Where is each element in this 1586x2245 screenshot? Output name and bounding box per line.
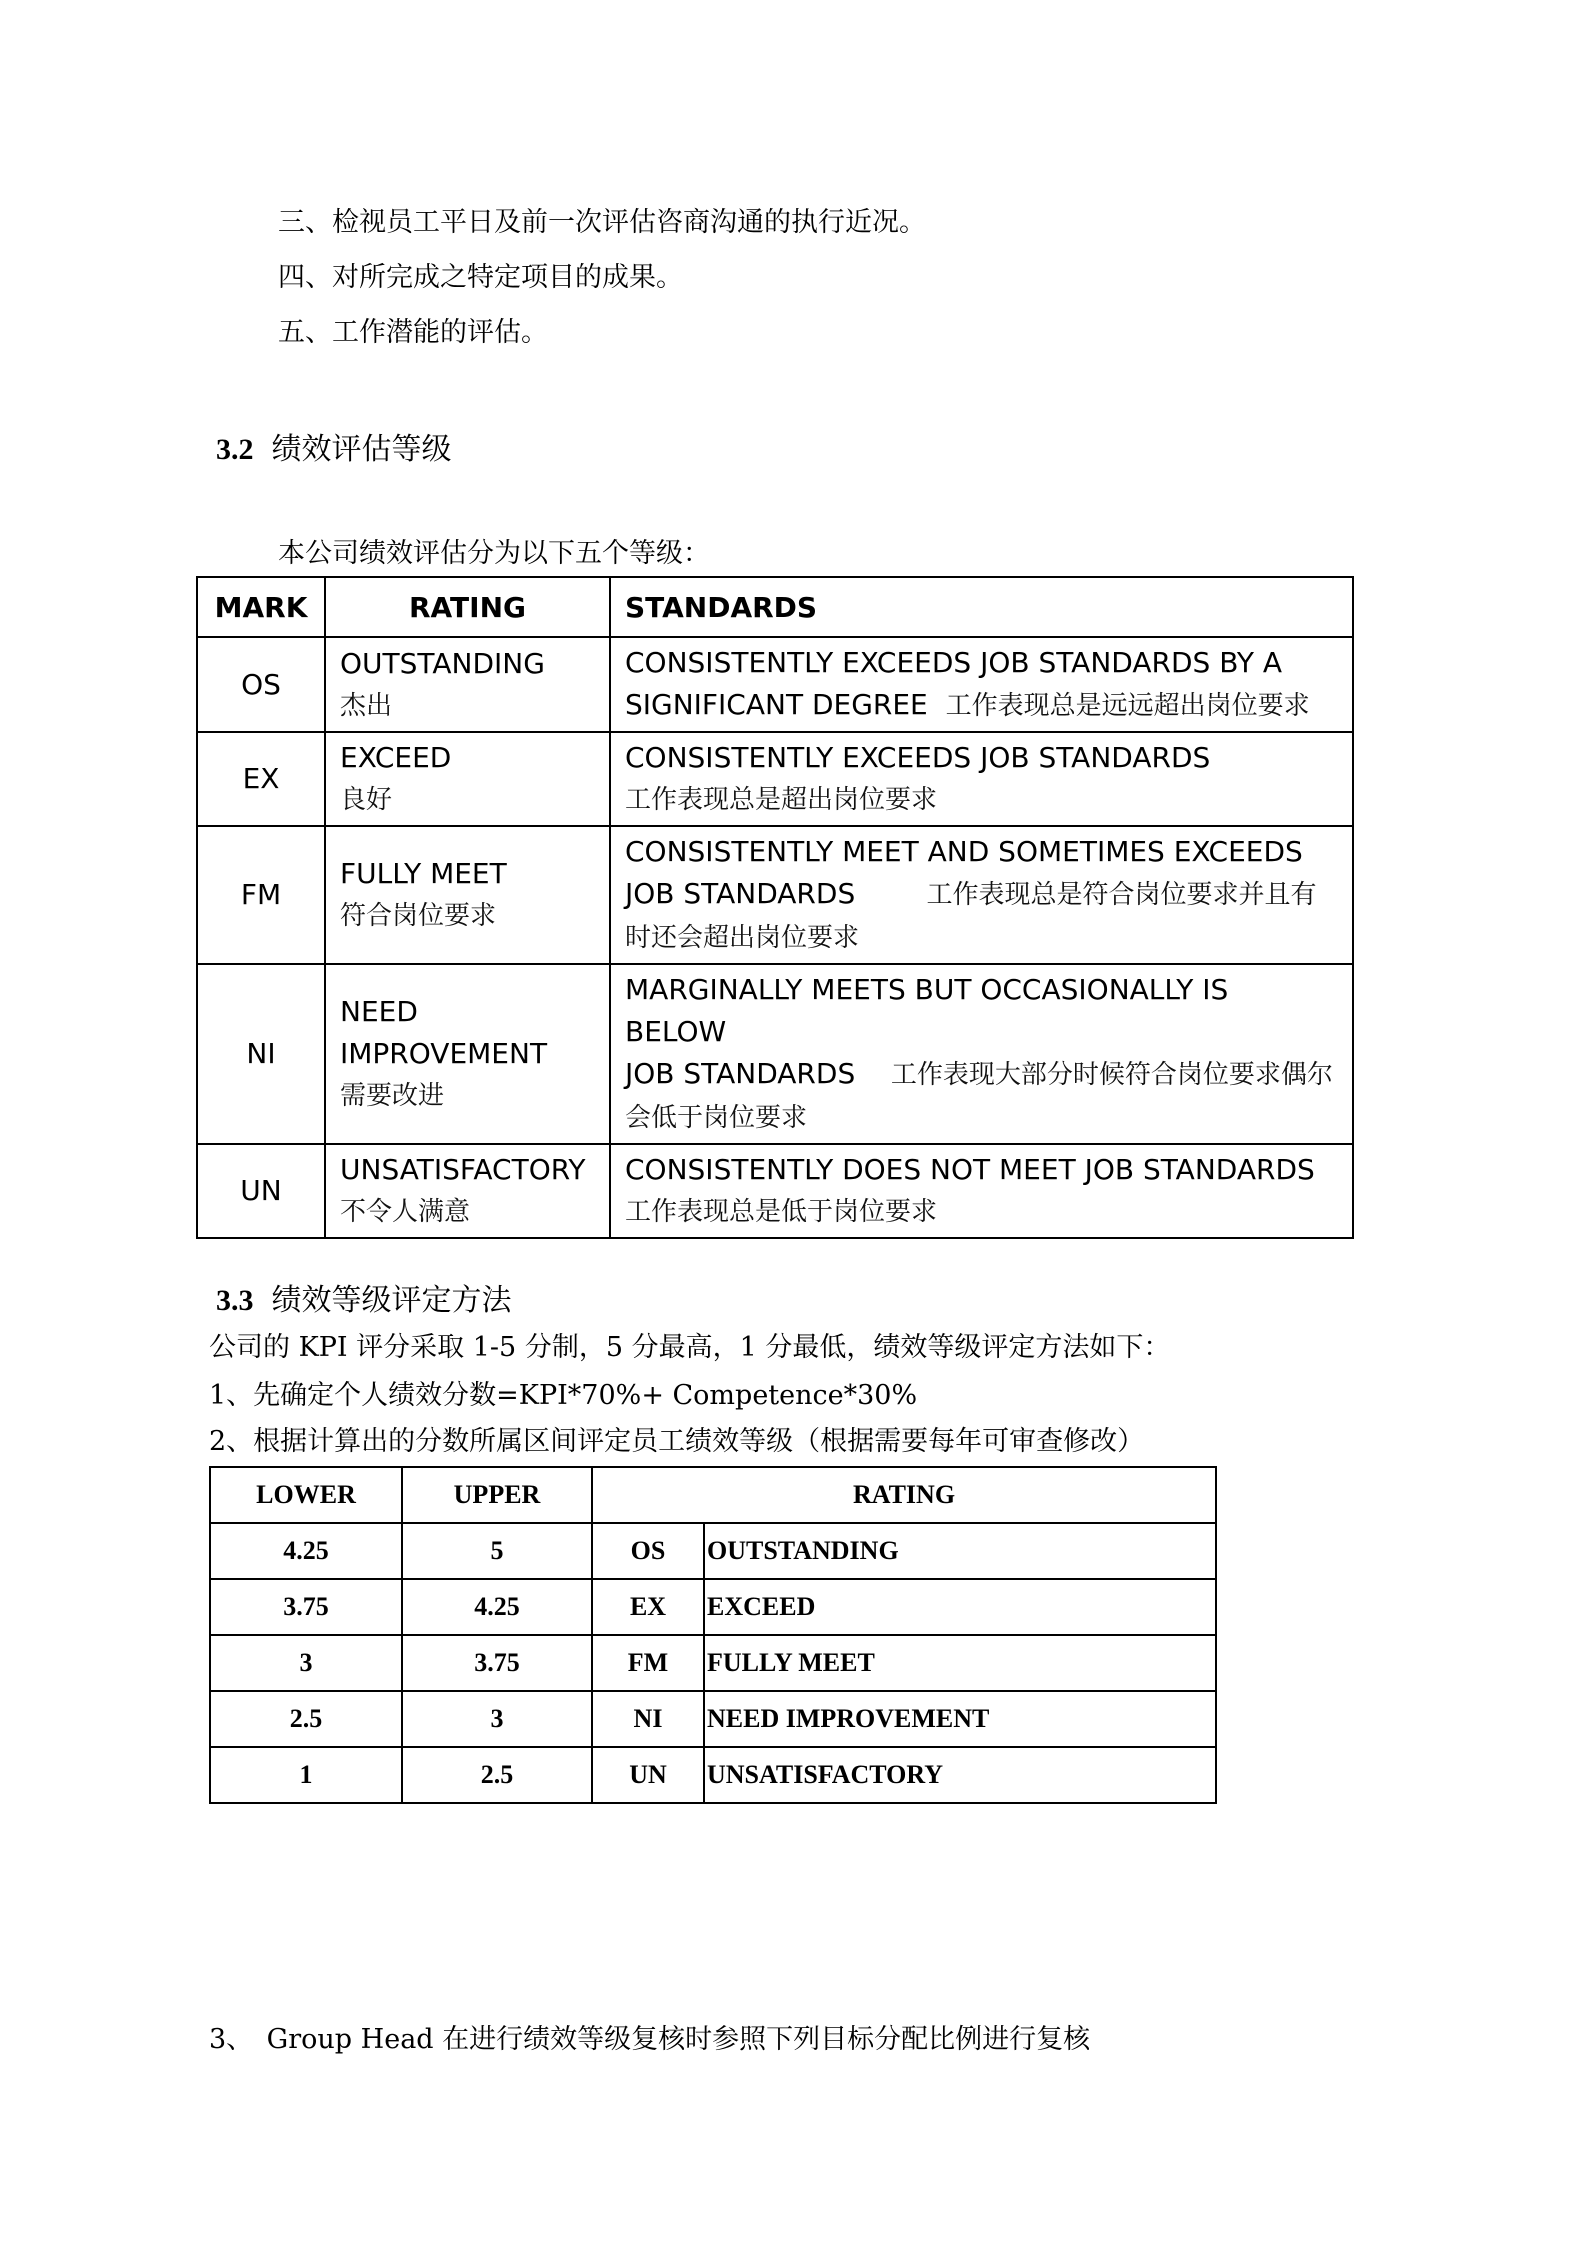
upper-cell: 5 xyxy=(402,1523,592,1579)
standards-en: CONSISTENTLY MEET AND SOMETIMES EXCEEDS xyxy=(625,835,1303,868)
rating-code-cell: NI xyxy=(592,1691,704,1747)
rating-cell xyxy=(325,1144,610,1238)
lower-cell: 1 xyxy=(210,1747,402,1803)
header-upper: UPPER xyxy=(402,1467,592,1523)
table-row xyxy=(197,637,1353,732)
score-range-table xyxy=(209,1466,1217,1804)
rating-cell xyxy=(325,964,610,1144)
list-item-4: 四、对所完成之特定项目的成果。 xyxy=(278,262,683,293)
standards-en: SIGNIFICANT DEGREE xyxy=(625,688,928,721)
standards-cell xyxy=(610,732,1353,826)
table-row xyxy=(210,1747,1216,1803)
upper-cell: 3.75 xyxy=(402,1635,592,1691)
standards-cell xyxy=(610,637,1353,732)
rating-zh: 符合岗位要求 xyxy=(340,901,497,931)
standards-en: JOB STANDARDS xyxy=(625,877,856,910)
rating-en: OUTSTANDING xyxy=(340,646,545,680)
standards-en: JOB STANDARDS xyxy=(625,1057,856,1090)
standards-zh: 工作表现总是超出岗位要求 xyxy=(625,785,938,815)
header-mark: MARK xyxy=(197,577,325,637)
standards-en: CONSISTENTLY DOES NOT MEET JOB STANDARDS xyxy=(625,1153,1315,1186)
rating-en: FULLY MEET xyxy=(340,857,507,890)
table-row xyxy=(197,826,1353,964)
table-row xyxy=(210,1691,1216,1747)
rating-zh: 良好 xyxy=(340,785,393,815)
mark-cell: EX xyxy=(197,732,325,826)
rating-zh: 不令人满意 xyxy=(340,1197,471,1227)
rating-cell xyxy=(325,637,610,732)
table-header-row xyxy=(197,577,1353,637)
rating-code-cell: FM xyxy=(592,1635,704,1691)
section-3-3-line2: 1、先确定个人绩效分数=KPI*70%+ Competence*30% xyxy=(209,1380,918,1411)
table-row xyxy=(210,1523,1216,1579)
section-3-2-heading xyxy=(216,424,452,468)
rating-en: EXCEED xyxy=(340,741,452,774)
mark-cell: NI xyxy=(197,964,325,1144)
mark-cell: UN xyxy=(197,1144,325,1238)
lower-cell: 3 xyxy=(210,1635,402,1691)
lower-cell: 4.25 xyxy=(210,1523,402,1579)
rating-zh: 需要改进 xyxy=(340,1081,445,1111)
table-header-row xyxy=(210,1467,1216,1523)
standards-en: CONSISTENTLY EXCEEDS JOB STANDARDS BY A xyxy=(625,646,1283,679)
rating-en: UNSATISFACTORY xyxy=(340,1153,586,1186)
header-rating: RATING xyxy=(592,1467,1216,1523)
lower-cell: 2.5 xyxy=(210,1691,402,1747)
section-3-3-heading xyxy=(216,1275,512,1319)
standards-cell xyxy=(610,964,1353,1144)
standards-en: CONSISTENTLY EXCEEDS JOB STANDARDS xyxy=(625,741,1211,774)
section-number: 3.3 xyxy=(216,1284,254,1317)
list-item-3: 三、检视员工平日及前一次评估咨商沟通的执行近况。 xyxy=(278,207,926,238)
rating-code-cell: UN xyxy=(592,1747,704,1803)
table-row xyxy=(197,732,1353,826)
upper-cell: 2.5 xyxy=(402,1747,592,1803)
upper-cell: 3 xyxy=(402,1691,592,1747)
section-3-3-line1: 公司的 KPI 评分采取 1-5 分制，5 分最高，1 分最低，绩效等级评定方法如下： xyxy=(209,1332,1171,1363)
header-rating: RATING xyxy=(325,577,610,637)
section-number: 3.2 xyxy=(216,433,254,466)
table-row xyxy=(210,1635,1216,1691)
rating-code-cell: OS xyxy=(592,1523,704,1579)
standards-zh: 工作表现总是符合岗位要求并且有时还会超出岗位要求 xyxy=(625,880,1317,953)
upper-cell: 4.25 xyxy=(402,1579,592,1635)
standards-cell xyxy=(610,1144,1353,1238)
section-3-3-line3: 2、根据计算出的分数所属区间评定员工绩效等级（根据需要每年可审查修改） xyxy=(209,1426,1145,1457)
section-title: 绩效等级评定方法 xyxy=(271,1283,512,1318)
header-lower: LOWER xyxy=(210,1467,402,1523)
standards-cell xyxy=(610,826,1353,964)
rating-name-cell: NEED IMPROVEMENT xyxy=(704,1691,1216,1747)
section-title: 绩效评估等级 xyxy=(271,432,452,467)
rating-cell xyxy=(325,732,610,826)
list-item-5: 五、工作潜能的评估。 xyxy=(278,317,548,348)
rating-en: NEED IMPROVEMENT xyxy=(340,995,548,1070)
rating-name-cell: OUTSTANDING xyxy=(704,1523,1216,1579)
standards-en: MARGINALLY MEETS BUT OCCASIONALLY IS BELOW xyxy=(625,973,1229,1048)
rating-zh: 杰出 xyxy=(340,690,393,721)
standards-zh: 工作表现大部分时候符合岗位要求偶尔会低于岗位要求 xyxy=(625,1060,1333,1133)
rating-name-cell: FULLY MEET xyxy=(704,1635,1216,1691)
lower-cell: 3.75 xyxy=(210,1579,402,1635)
rating-code-cell: EX xyxy=(592,1579,704,1635)
standards-zh: 工作表现总是低于岗位要求 xyxy=(625,1197,938,1227)
group-head-review-line: 3、 Group Head 在进行绩效等级复核时参照下列目标分配比例进行复核 xyxy=(209,2024,1091,2055)
table-row xyxy=(197,1144,1353,1238)
table-row xyxy=(197,964,1353,1144)
section-3-2-intro: 本公司绩效评估分为以下五个等级： xyxy=(278,538,710,569)
mark-cell: OS xyxy=(197,637,325,732)
rating-name-cell: EXCEED xyxy=(704,1579,1216,1635)
rating-table xyxy=(196,576,1354,1239)
rating-cell xyxy=(325,826,610,964)
standards-zh: 工作表现总是远远超出岗位要求 xyxy=(945,691,1310,721)
mark-cell: FM xyxy=(197,826,325,964)
header-standards: STANDARDS xyxy=(610,577,1353,637)
rating-name-cell: UNSATISFACTORY xyxy=(704,1747,1216,1803)
table-row xyxy=(210,1579,1216,1635)
